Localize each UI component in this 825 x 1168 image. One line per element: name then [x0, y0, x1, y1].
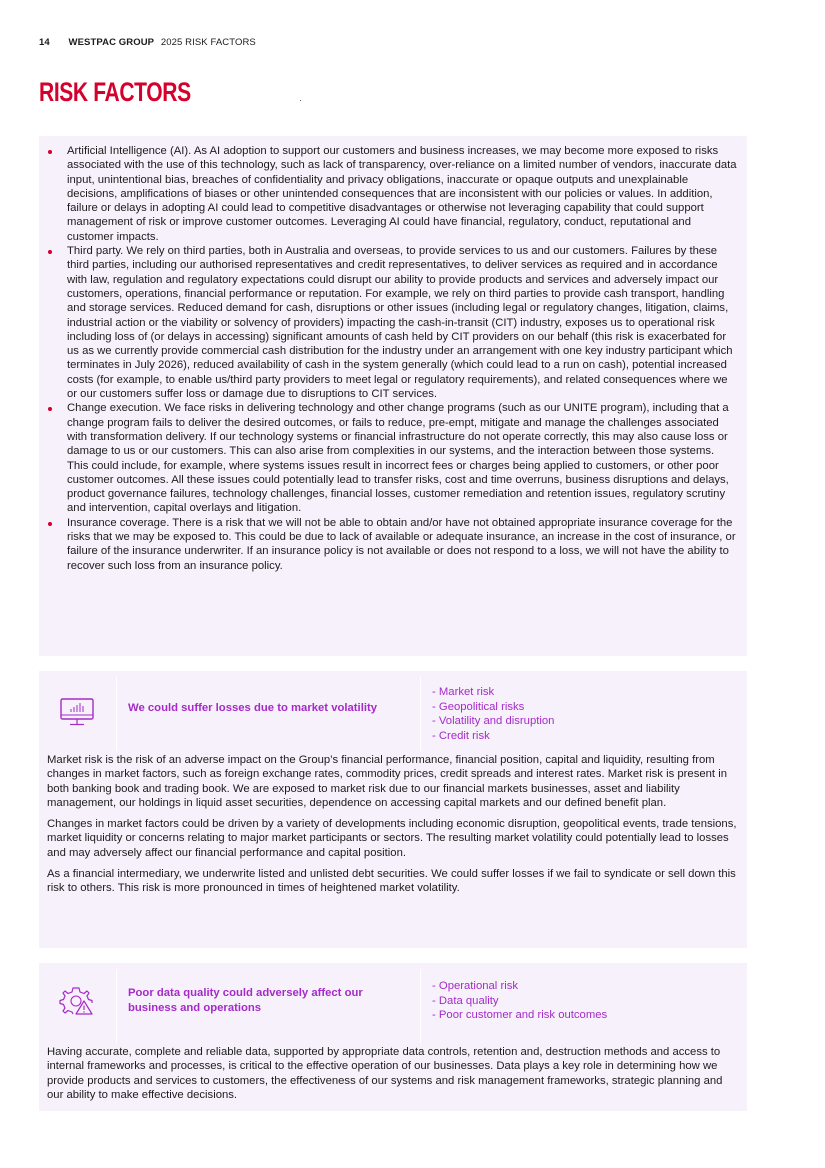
- bullet-third-party: Third party. We rely on third parties, both in Australia and overseas, to provide services to us and our customers. Failures by these third parties, including our authorised representatives and credit representatives, to deliver services as required and in accordance with law, regulation and regulatory expectations could disrupt our ability to provide products and services and adversely impact our customers, operations, financial performance or reputation. For example, we rely on third parties to provide cash transport, handling and storage services. Reduced demand for cash, disruptions or other issues (including legal or regulatory changes, litigation, claims, industrial action or the viability or solvency of providers) impacting the cash-in-transit (CIT) industry, exposes us to operational risk including loss of (or delays in accessing) significant amounts of cash held by CIT providers on our behalf (this risk is exacerbated for us as we currently provide commercial cash distribution for the industry under an arrangement with one key industry participant which terminates in July 2026), reduced availability of cash in the system generally (which could lead to a run on cash), potential increased costs (for example, to enable us/third party providers to meet legal or regulatory requirements), and related consequences where we or our customers suffer loss or damage due to disruptions to CIT services.: [67, 244, 737, 401]
- category-item: - Geopolitical risks: [432, 700, 525, 713]
- risk-bullets-panel: [39, 136, 747, 656]
- paragraph: Market risk is the risk of an adverse impact on the Group’s financial performance, financial position, capital and liquidity, resulting from changes in market factors, such as foreign exchange rates, commodity prices, credit spreads and interest rates. Market risk is present in both banking book and trading book. We are exposed to market risk due to our financial markets businesses, asset and liability management, our holdings in liquid asset securities, dependence on accessing capital markets and our defined benefit plan.: [47, 754, 727, 809]
- paragraph: Having accurate, complete and reliable data, supported by appropriate data controls, retention and, destruction methods and access to internal frameworks and processes, is critical to the effective operation of our businesses. Data plays a key role in determining how we provide products and services to customers, the effectiveness of our systems and risk management frameworks, strategic planning and our ability to make effective decisions.: [47, 1046, 723, 1101]
- data-quality-header: [39, 963, 747, 1045]
- document-name: 2025 RISK FACTORS: [160, 37, 256, 48]
- market-risk-categories: [432, 685, 554, 743]
- market-risk-body: [39, 753, 747, 896]
- monitor-chart-icon: [59, 697, 95, 727]
- market-risk-section: [39, 671, 747, 948]
- page-title: RISK FACTORS: [39, 77, 191, 107]
- bullet-list: [39, 136, 747, 573]
- bullet-change-execution: Change execution. We face risks in delivering technology and other change programs (such as our UNITE program), including that a change program fails to deliver the desired outcomes, or fails to reduce, pre-empt, mitigate and manage the challenges associated with transformation delivery. If our technology systems or financial infrastructure do not operate correctly, this may also cause loss or damage to us or our customers. This can also arise from complexities in our systems, and the interaction between those systems. This could include, for example, where systems issues result in incorrect fees or charges being applied to customers, or other poor customer outcomes. All these issues could potentially lead to transfer risks, cost and time overruns, business disruptions and delays, product governance failures, technology challenges, financial losses, customer remediation and retention issues, regulatory scrutiny and intervention, capital overlays and litigation.: [67, 401, 737, 515]
- page-header: [39, 37, 256, 48]
- stray-dot: [300, 100, 301, 101]
- page-number: 14: [39, 37, 50, 48]
- bullet-insurance-coverage: Insurance coverage. There is a risk that we will not be able to obtain and/or have not obtained appropriate insurance coverage for the risks that we may be exposed to. This could be due to lack of available or adequate insurance, an increase in the cost of insurance, or failure of the insurance underwriter. If an insurance policy is not available or does not respond to a loss, we will not have the ability to recover such loss from an insurance policy.: [67, 516, 736, 572]
- divider-left: [116, 677, 117, 751]
- category-item: - Volatility and disruption: [432, 715, 555, 728]
- market-risk-header: [39, 671, 747, 753]
- data-quality-heading: Poor data quality could adversely affect our business and operations: [128, 987, 363, 1014]
- data-quality-body: [39, 1045, 747, 1102]
- divider-right: [420, 677, 421, 751]
- bullet-ai: Artificial Intelligence (AI). As AI adoption to support our customers and business increases, we may become more exposed to risks associated with the use of this technology, such as lack of transparency, over-reliance on a limited number of vendors, inaccurate data input, unintentional bias, breaches of confidentiality and privacy obligations, inaccurate or opaque outputs and unexplainable decisions, amplifications of biases or other unintended consequences that are inconsistent with our policies or values. In addition, failure or delays in adopting AI could lead to competitive disadvantages or otherwise not leveraging capability that could support management of risk or improve customer outcomes. Leveraging AI could have financial, regulatory, conduct, reputational and customer impacts.: [67, 145, 737, 243]
- category-item: - Credit risk: [432, 729, 490, 742]
- divider-left: [116, 969, 117, 1043]
- category-item: - Market risk: [432, 686, 495, 698]
- category-item: - Data quality: [432, 994, 499, 1007]
- data-quality-categories: [432, 979, 607, 1023]
- category-item: - Poor customer and risk outcomes: [432, 1009, 608, 1022]
- paragraph: Changes in market factors could be driven by a variety of developments including economic disruption, geopolitical events, trade tensions, market liquidity or concerns relating to major market participants or sectors. The resulting market volatility could potentially lead to losses and may adversely affect our financial performance and capital position.: [47, 818, 737, 859]
- gear-warning-icon: [59, 985, 95, 1015]
- paragraph: As a financial intermediary, we underwrite listed and unlisted debt securities. We could suffer losses if we fail to syndicate or sell down this risk to others. This risk is more pronounced in times of heightened market volatility.: [47, 868, 736, 895]
- category-item: - Operational risk: [432, 980, 519, 992]
- data-quality-section: [39, 963, 747, 1111]
- market-risk-heading: We could suffer losses due to market volatility: [128, 702, 378, 714]
- organization-name: WESTPAC GROUP: [68, 37, 155, 48]
- divider-right: [420, 969, 421, 1043]
